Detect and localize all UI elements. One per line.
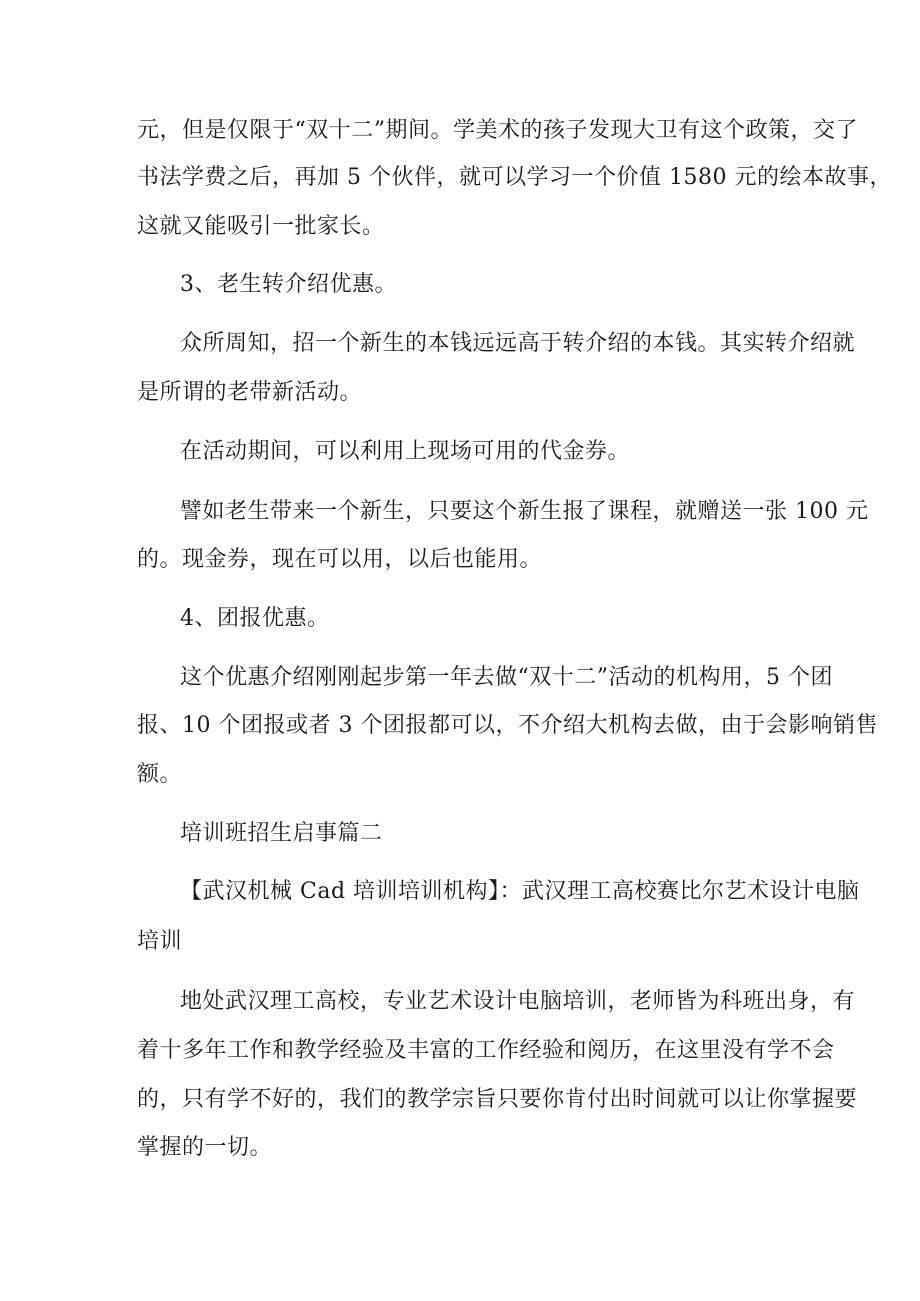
paragraph-line: 这个优惠介绍刚刚起步第一年去做“双十二”活动的机构用，5 个团 <box>180 665 833 690</box>
paragraph-line: 在活动期间，可以利用上现场可用的代金券。 <box>180 439 631 464</box>
paragraph-line: 这就又能吸引一批家长。 <box>137 214 385 239</box>
paragraph-line: 培训 <box>137 929 183 954</box>
paragraph-line: 着十多年工作和教学经验及丰富的工作经验和阅历，在这里没有学不会 <box>137 1038 835 1063</box>
paragraph-line: 譬如老生带来一个新生，只要这个新生报了课程，就赠送一张 100 元 <box>180 499 869 524</box>
paragraph-line: 的。现金券，现在可以用，以后也能用。 <box>137 547 543 572</box>
paragraph-line: 额。 <box>137 762 183 787</box>
section-heading: 3、老生转介绍优惠。 <box>180 272 397 297</box>
paragraph-line: 众所周知，招一个新生的本钱远远高于转介绍的本钱。其实转介绍就 <box>180 331 856 356</box>
paragraph-line: 是所谓的老带新活动。 <box>137 380 363 405</box>
section-heading: 4、团报优惠。 <box>180 606 330 631</box>
section-title: 培训班招生启事篇二 <box>180 821 383 846</box>
paragraph-line: 掌握的一切。 <box>137 1135 273 1160</box>
paragraph-line: 元，但是仅限于“双十二”期间。学美术的孩子发现大卫有这个政策，交了 <box>137 118 858 143</box>
paragraph-line: 【武汉机械 Cad 培训培训机构】：武汉理工高校赛比尔艺术设计电脑 <box>180 879 860 904</box>
paragraph-line: 地处武汉理工高校，专业艺术设计电脑培训，老师皆为科班出身，有 <box>180 989 856 1014</box>
paragraph-line: 报、10 个团报或者 3 个团报都可以，不介绍大机构去做，由于会影响销售 <box>137 713 878 738</box>
paragraph-line: 的，只有学不好的，我们的教学宗旨只要你肯付出时间就可以让你掌握要 <box>137 1087 858 1112</box>
paragraph-line: 书法学费之后，再加 5 个伙伴，就可以学习一个价值 1580 元的绘本故事， <box>137 165 892 190</box>
